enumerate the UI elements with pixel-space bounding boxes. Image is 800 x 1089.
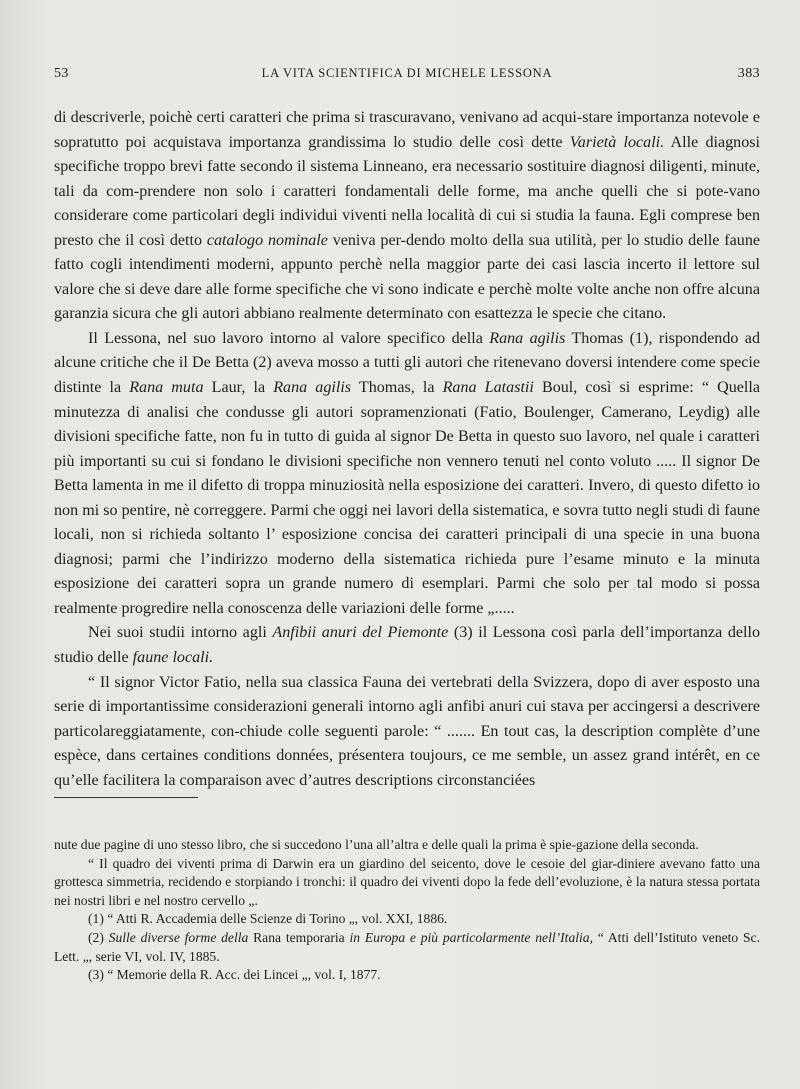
paragraph: [54, 327, 760, 622]
text-run: Alle diagnosi specifiche troppo brevi fatte secondo il sistema Linneano, era necessario sostituire diagnosi diligenti, minute, tali da com-prendere non solo i caratteri fondamentali delle forme, ma anche quelli che si pote-vano considerare come particolari degli individui viventi nella località di cui si studia la fauna. Egli comprese ben presto che il così detto: [54, 133, 761, 249]
footnote-rule: [54, 797, 198, 798]
text-run: Rana temporaria: [248, 929, 350, 945]
italic-term: in Europa e più particolarmente nell’Italia,: [349, 929, 593, 945]
footnote: “ Il quadro dei viventi prima di Darwin era un giardino del seicento, dove le cesoie del giar-diniere avevano fatto una grottesca simmetria, recidendo e storpiando i tronchi: il quadro dei viventi dopo la fede dell’evoluzione, è la natura stessa portata nei nostri libri e nel nostro cervello „.: [54, 855, 760, 908]
paragraph: “ Il signor Victor Fatio, nella sua classica Fauna dei vertebrati della Svizzera, dopo di aver esposto una serie di importantissime considerazioni generali intorno agli anfibi anuri cui stava per accingersi a descrivere particolareggiatamente, con-chiude colle seguenti parole: “ ....... En tout cas, la description complète d’une espèce, dans certaines conditions données, présentera toujours, ce me semble, un assez grand intérêt, en ce qu’elle facilitera la comparaison avec d’autres descriptions circonstanciées: [54, 673, 760, 789]
text-run: “ Atti dell’Istituto veneto Sc. Lett. „, serie VI, vol. IV, 1885.: [54, 929, 760, 964]
paragraph: [54, 106, 760, 327]
footnote: nute due pagine di uno stesso libro, che si succedono l’una all’altra e delle quali la prima è spie-gazione della seconda.: [54, 837, 699, 852]
text-run: (2): [88, 929, 109, 945]
footnote: (1) “ Atti R. Accademia delle Scienze di Torino „, vol. XXI, 1886.: [88, 911, 448, 927]
text-run: (3) il Lessona così parla dell’importanza dello studio delle: [54, 624, 761, 667]
italic-term: Varietà locali.: [569, 133, 665, 151]
running-header: [54, 66, 760, 90]
footnote: (3) “ Memorie della R. Acc. dei Lincei „, vol. I, 1877.: [88, 967, 381, 983]
running-title: LA VITA SCIENTIFICA DI MICHELE LESSONA: [261, 66, 553, 80]
text-run: Laur, la: [203, 379, 274, 397]
text-run: Thomas, la: [351, 379, 443, 397]
page-number-left: 53: [54, 66, 69, 81]
italic-term: Rana agilis: [489, 329, 566, 347]
paragraph: [54, 621, 760, 670]
text-run: di descriverle, poichè certi caratteri che prima si trascuravano, venivano ad acqui-stare importanza notevole e sopratutto poi acquistava importanza grandissima lo studio delle così dette: [54, 109, 760, 151]
italic-term: Anfibii anuri del Piemonte: [272, 624, 449, 642]
text-run: Thomas (1), rispondendo ad alcune critiche che il De Betta (2) aveva mosso a tutti gli autori che ritenevano doversi intendere come specie distinte la: [54, 329, 760, 397]
italic-term: Rana agilis: [273, 379, 352, 397]
text-run: Il Lessona, nel suo lavoro intorno al valore specifico della: [88, 329, 490, 347]
italic-term: Sulle diverse forme della: [108, 929, 249, 945]
text-run: Boul, così si esprime: “ Quella minutezza di analisi che condusse gli autori sopramenzionati (Fatio, Boulenger, Camerano, Leydig) alle divisioni specifiche fatte, non fu in tutto di guida al signor De Betta in questo suo lavoro, nel quale i caratteri più importanti su cui si fondano le divisioni specifiche non vennero tenuti nel conto voluto ..... Il signor De Betta lamenta in me il difetto di troppa minuziosità nella esposizione dei caratteri. Invero, di questo difetto io non mi so pentire, nè correggere. Parmi che oggi nei lavori della sistematica, e sovra tutto negli studi di faune locali, non si richieda soltanto l’ esposizione concisa dei caratteri principali di una specie in una buona diagnosi; parmi che l’indirizzo moderno della sistematica richieda pure l’esame minuto e la minuta esposizione dei caratteri sopra un grande numero di esemplari. Parmi che solo per tal modo si possa realmente progredire nella conoscenza delle variazioni delle forme „.....: [54, 379, 760, 617]
italic-term: Rana muta: [129, 379, 204, 397]
text-run: veniva per-dendo molto della sua utilità, per lo studio delle faune fatto cogli intendimenti moderni, appunto perchè nella maggior parte dei casi lascia incerto il lettore sul valore che si deve dare alle forme specifiche che vi sono indicate e perchè molte volte anche non offre alcuna garanzia sicura che gli autori abbiano realmente determinato con esattezza le specie che citano.: [54, 231, 761, 323]
text-run: Nei suoi studii intorno agli: [88, 624, 273, 642]
italic-term: catalogo nominale: [206, 231, 328, 249]
main-text: [54, 106, 760, 793]
page-number-right: 383: [737, 66, 760, 81]
footnote: [54, 929, 760, 966]
italic-term: Rana Latastii: [442, 379, 534, 397]
footnotes: [54, 836, 760, 985]
italic-term: faune locali.: [132, 649, 214, 667]
